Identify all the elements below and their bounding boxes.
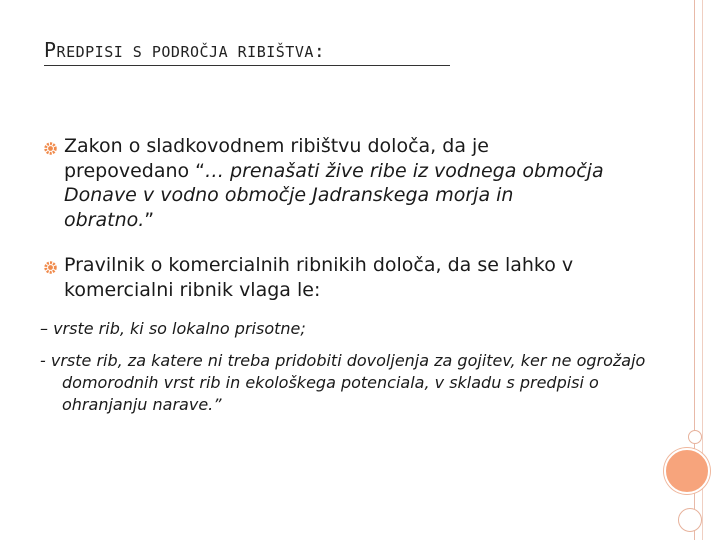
title-colon: : [313,41,326,62]
title-underline [44,65,450,66]
bullet-1-text: Zakon o sladkovodnem ribištvu določa, da je prepovedano “ [64,135,489,182]
gear-bullet-icon [44,142,57,155]
decorative-circle-outline [678,508,702,532]
decorative-circle-accent [664,448,710,494]
decorative-circle-small [688,430,702,444]
bullet-paragraph-1 [64,134,604,232]
gear-bullet-icon [44,261,57,274]
bullet-paragraph-2: Pravilnik o komercialnih ribnikih določa, da se lahko v komercialni ribnik vlaga le: [64,254,574,301]
sub-item-1: – vrste rib, ki so lokalno prisotne; [40,319,306,338]
title-smallcaps: REDPISI S PODROČJA RIBIŠTVA [56,43,314,61]
bullet-1-close-quote: ” [144,208,155,231]
sub-item-2: - vrste rib, za katere ni treba pridobiti dovoljenja za gojitev, ker ne ogrožajo domorodnih vrst rib in ekološkega potenciala, v skladu s predpisi o ohranjanju narave.” [40,351,646,414]
title-initial: P [44,38,57,62]
slide-title [44,38,325,62]
bullet-1-quote: … prenašati žive ribe iz vodnega območja Donave v vodno območje Jadranskega morja in obratno. [64,159,604,231]
